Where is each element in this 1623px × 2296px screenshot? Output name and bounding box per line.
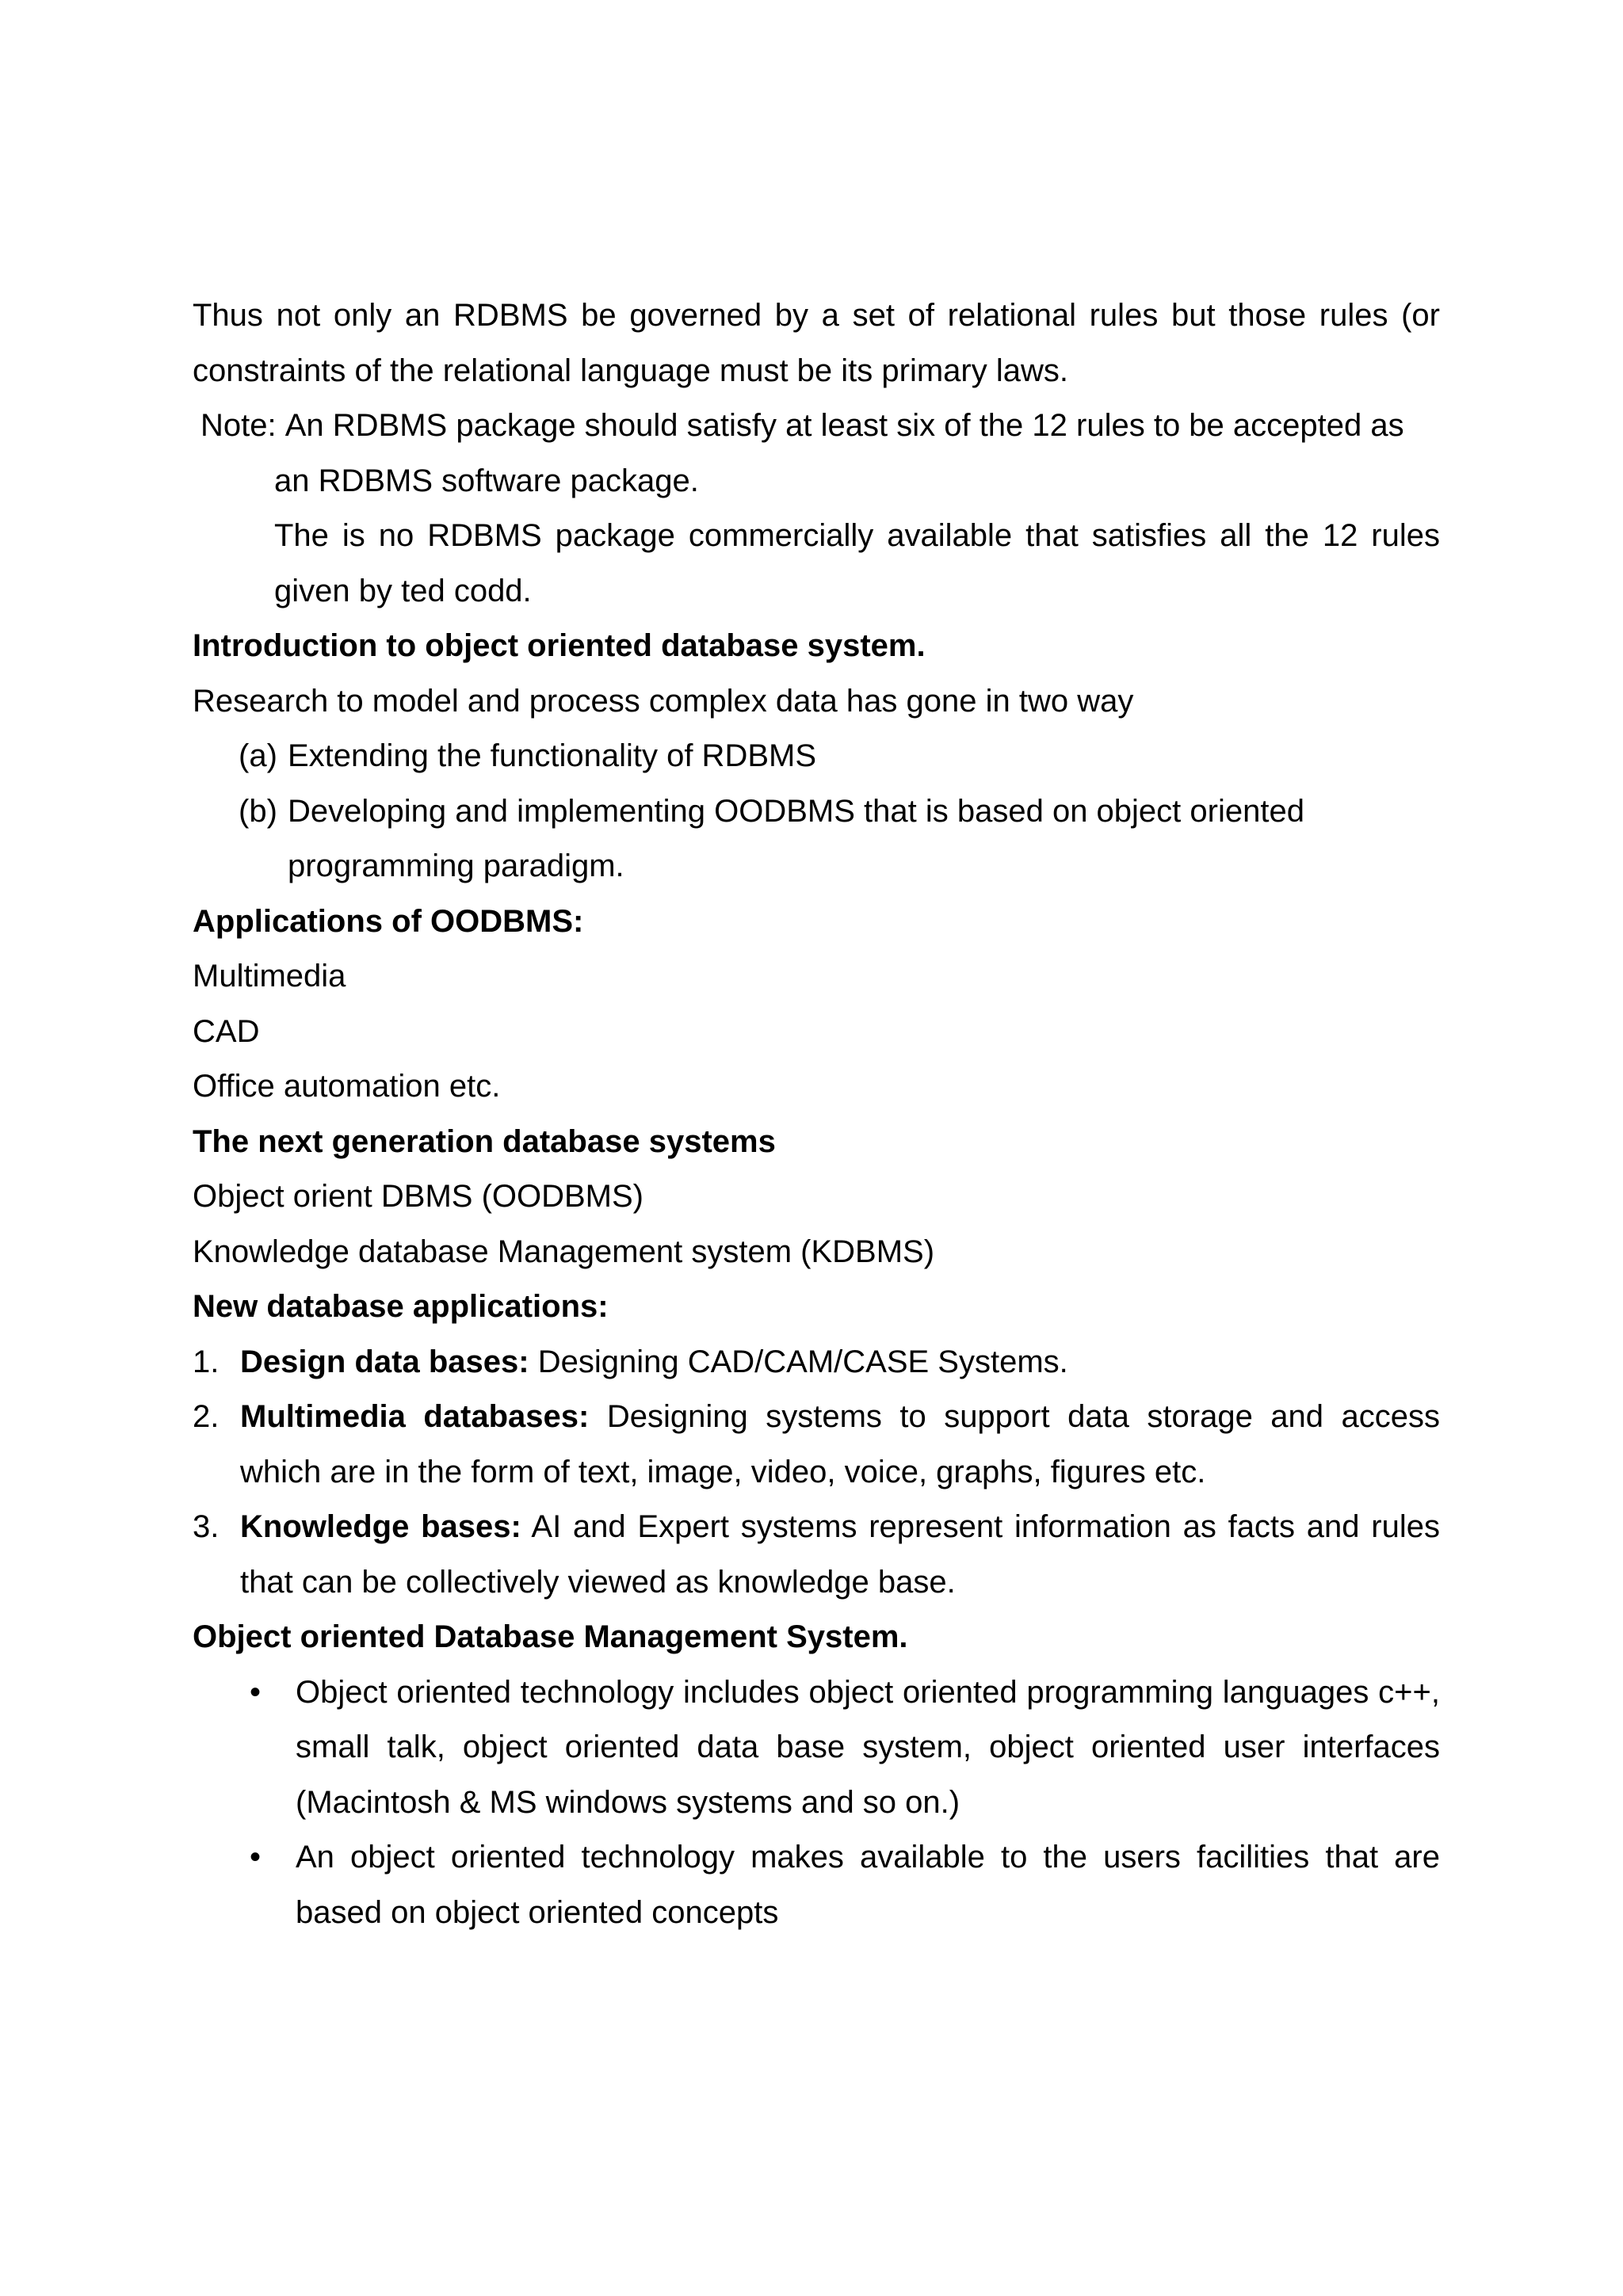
heading-oodb-intro: Introduction to object oriented database system. (193, 628, 926, 663)
list-label: (a) (239, 738, 277, 773)
page-content (193, 288, 1440, 1940)
numbered-item-1 (193, 1335, 1440, 1390)
bullet-icon: • (250, 1674, 262, 1710)
note-block (200, 399, 1440, 454)
item-text: AI and Expert systems represent information as facts and rules that can be collectively viewed as knowledge base. (240, 1509, 1440, 1600)
list-item-b-continued: programming paradigm. (288, 849, 624, 883)
list-label: (b) (239, 793, 277, 829)
intro-paragraph: Thus not only an RDBMS be governed by a set of relational rules but those rules (or constraints of the relational language must be its primary laws. (193, 298, 1440, 388)
next-gen-kdbms: Knowledge database Management system (KDBMS) (193, 1234, 935, 1269)
list-item-b (239, 784, 1440, 840)
application-multimedia: Multimedia (193, 959, 346, 994)
numbered-item-3 (193, 1500, 1440, 1610)
item-term: Knowledge bases: (240, 1509, 521, 1544)
oodb-intro-text: Research to model and process complex data has gone in two way (193, 683, 1134, 719)
item-text: Designing systems to support data storage and access which are in the form of text, image, video, voice, graphs, figures etc. (240, 1399, 1440, 1489)
note-text-1: An RDBMS package should satisfy at least six of the 12 rules to be accepted as (285, 408, 1404, 443)
list-text: Extending the functionality of RDBMS (288, 738, 817, 773)
list-text: Developing and implementing OODBMS that is based on object oriented (288, 793, 1304, 829)
item-term: Multimedia databases: (240, 1399, 590, 1434)
item-number: 2. (193, 1399, 220, 1434)
bullet-item-2 (250, 1830, 1440, 1940)
heading-oodbms: Object oriented Database Management System. (193, 1619, 908, 1654)
heading-next-generation: The next generation database systems (193, 1123, 776, 1159)
note-text-1-continued: an RDBMS software package. (274, 463, 699, 498)
item-text: Designing CAD/CAM/CASE Systems. (529, 1344, 1068, 1379)
item-term: Design data bases: (240, 1344, 529, 1379)
heading-applications: Applications of OODBMS: (193, 903, 584, 939)
item-body (240, 1335, 1440, 1390)
bullet-text: Object oriented technology includes object oriented programming languages c++, small talk, object oriented data base system, object oriented user interfaces (Macintosh & MS windows systems and so on.) (296, 1674, 1440, 1820)
application-office: Office automation etc. (193, 1069, 501, 1104)
bullet-text: An object oriented technology makes available to the users facilities that are based on object oriented concepts (296, 1840, 1440, 1930)
note-text-2: The is no RDBMS package commercially available that satisfies all the 12 rules given by ted codd. (274, 518, 1440, 608)
item-body (240, 1500, 1440, 1610)
bullet-icon: • (250, 1840, 262, 1875)
note-label: Note: (200, 408, 277, 443)
numbered-item-2 (193, 1390, 1440, 1500)
item-number: 3. (193, 1509, 220, 1544)
bullet-item-1 (250, 1665, 1440, 1831)
heading-new-applications: New database applications: (193, 1289, 609, 1324)
list-item-a (239, 729, 1440, 784)
next-gen-oodbms: Object orient DBMS (OODBMS) (193, 1179, 644, 1214)
application-cad: CAD (193, 1013, 260, 1049)
item-body (240, 1390, 1440, 1500)
item-number: 1. (193, 1344, 220, 1379)
